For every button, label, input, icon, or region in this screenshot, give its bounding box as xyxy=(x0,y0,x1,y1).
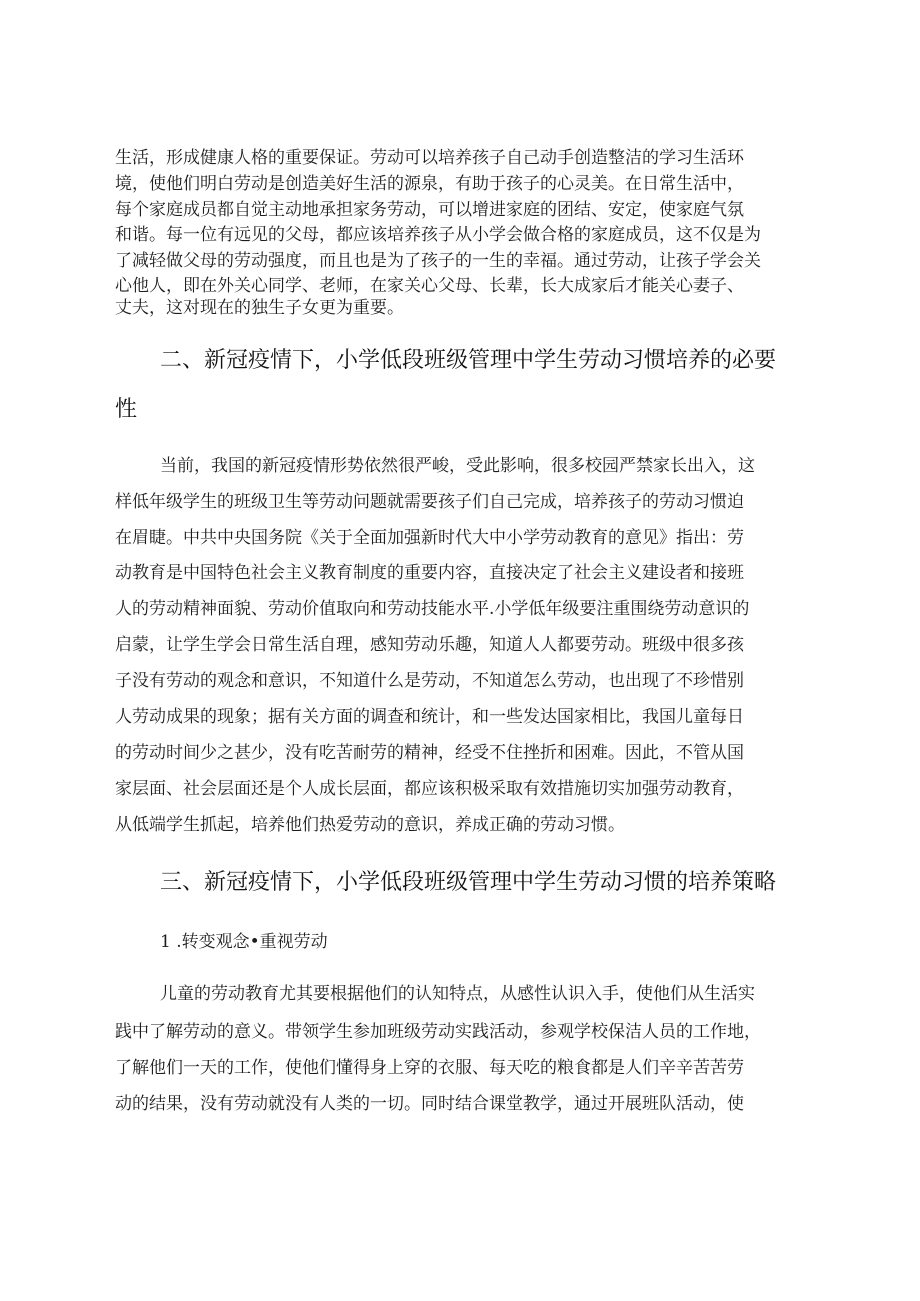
paragraph-line: 家层面、社会层面还是个人成长层面，都应该积极采取有效措施切实加强劳动教育， xyxy=(115,779,744,799)
paragraph-line: 儿童的劳动教育尤其要根据他们的认知特点，从感性认识入手，使他们从生活实 xyxy=(160,984,755,1004)
paragraph-line: 践中了解劳动的意义。带领学生参加班级劳动实践活动，参观学校保洁人员的工作地， xyxy=(115,1022,761,1042)
section-heading-2-continued: 性 xyxy=(115,397,138,422)
section-heading-2: 二、新冠疫情下，小学低段班级管理中学生劳动习惯培养的必要 xyxy=(160,348,777,373)
paragraph-line: 动的结果，没有劳动就没有人类的一切。同时结合课堂教学，通过开展班队活动，使 xyxy=(115,1094,744,1114)
paragraph-line: 从低端学生抓起，培养他们热爱劳动的意识，养成正确的劳动习惯。 xyxy=(115,815,625,835)
paragraph-line: 生活，形成健康人格的重要保证。劳动可以培养孩子自己动手创造整洁的学习生活环 xyxy=(115,148,744,168)
section-heading-3: 三、新冠疫情下，小学低段班级管理中学生劳动习惯的培养策略 xyxy=(160,870,777,895)
paragraph-line: 样低年级学生的班级卫生等劳动问题就需要孩子们自己完成，培养孩子的劳动习惯迫 xyxy=(115,492,744,512)
paragraph-line: 人劳动成果的现象；据有关方面的调查和统计，和一些发达国家相比，我国儿童每日 xyxy=(115,707,744,727)
paragraph-line: 子没有劳动的观念和意识，不知道什么是劳动，不知道怎么劳动，也出现了不珍惜别 xyxy=(115,671,744,691)
paragraph-line: 动教育是中国特色社会主义教育制度的重要内容，直接决定了社会主义建设者和接班 xyxy=(115,563,744,583)
paragraph-line: 了减轻做父母的劳动强度，而且也是为了孩子的一生的幸福。通过劳动，让孩子学会关 xyxy=(115,251,761,271)
paragraph-line: 每个家庭成员都自觉主动地承担家务劳动，可以增进家庭的团结、安定，使家庭气氛 xyxy=(115,200,744,220)
paragraph-line: 在眉睫。中共中央国务院《关于全面加强新时代大中小学劳动教育的意见》指出：劳 xyxy=(115,528,744,548)
paragraph-line: 丈夫，这对现在的独生子女更为重要。 xyxy=(115,298,404,318)
paragraph-line: 启蒙，让学生学会日常生活自理，感知劳动乐趣，知道人人都要劳动。班级中很多孩 xyxy=(115,635,744,655)
subheading-1: 1 .转变观念•重视劳动 xyxy=(160,932,328,952)
paragraph-line: 和谐。每一位有远见的父母，都应该培养孩子从小学会做合格的家庭成员，这不仅是为 xyxy=(115,225,761,245)
paragraph-line: 了解他们一天的工作，使他们懂得身上穿的衣服、每天吃的粮食都是人们辛辛苦苦劳 xyxy=(115,1058,744,1078)
paragraph-line: 心他人，即在外关心同学、老师，在家关心父母、长辈，长大成家后才能关心妻子、 xyxy=(115,276,744,296)
paragraph-line: 当前，我国的新冠疫情形势依然很严峻，受此影响，很多校园严禁家长出入，这 xyxy=(160,456,755,476)
paragraph-line: 境，使他们明白劳动是创造美好生活的源泉，有助于孩子的心灵美。在日常生活中， xyxy=(115,174,744,194)
paragraph-line: 人的劳动精神面貌、劳动价值取向和劳动技能水平.小学低年级要注重围绕劳动意识的 xyxy=(115,599,750,619)
paragraph-line: 的劳动时间少之甚少，没有吃苦耐劳的精神，经受不住挫折和困难。因此，不管从国 xyxy=(115,743,744,763)
